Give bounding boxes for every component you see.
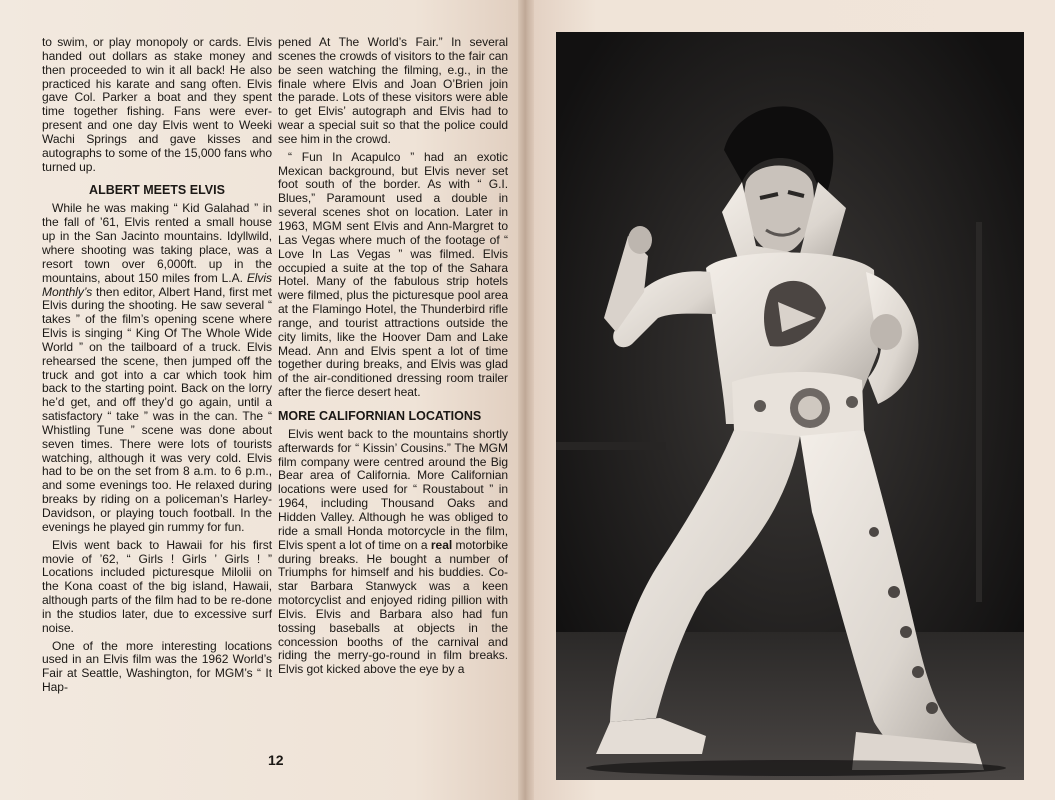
- paragraph: to swim, or play monopoly or cards. Elvis handed out dollars as stake money and then proceeded to win it all back! He also practiced his karate and sang often. Elvis gave Col. Parker a boat and they spent time together fishing. Fans were ever-present and one day Elvis went to Weeki Wachi Springs and gave kisses and autographs to some of the 15,000 fans who turned up.: [42, 36, 272, 174]
- paragraph: [42, 202, 272, 534]
- paragraph-text: then editor, Albert Hand, first met Elvis during the shooting. He saw several “ takes ” of the film’s opening scene where Elvis is singing “ King Of The Whole Wide World ” on the tailboard of a truck. Elvis rehearsed the scene, then jumped off the truck and got into a car which took him back to the starting point. Back on the lorry he’d get, and off they’d go again, until a satisfactory “ take ” was in the can. The “ Whistling Tune ” scene was done about seven times. There were lots of tourists watching, although it was very cold. Elvis had to be on the set from 8 a.m. to 6 p.m., and some evenings too. He relaxed during breaks by riding on a policeman’s Harley-Davidson, or playing touch football. In the evenings he played gin rummy for fun.: [42, 284, 272, 534]
- paragraph: One of the more interesting locations used in an Elvis film was the 1962 World’s Fair at Seattle, Washington, for MGM’s “ It Hap-: [42, 638, 272, 695]
- paragraph-text: motorbike during breaks. He bought a number of Triumphs for himself and his buddies. Co-star Barbara Stanwyck was a keen motorcyclist and enjoyed riding pillion with Elvis. Elvis and Barbara also had fun tossing baseballs at objects in the concession booths of the carnival and riding the merry-go-round in film breaks. Elvis got kicked above the eye by a: [278, 537, 508, 677]
- text-column-1: [42, 36, 272, 750]
- paragraph: Elvis went back to Hawaii for his first movie of ’62, “ Girls ! Girls ’ Girls ! ” Locations included picturesque Milolii on the Kona coast of the big island, Hawaii, although parts of the film had to be re-done in the studios later, due to excessive surf noise.: [42, 537, 272, 635]
- section-heading: ALBERT MEETS ELVIS: [89, 183, 225, 198]
- paragraph: “ Fun In Acapulco ” had an exotic Mexican background, but Elvis never set foot south of the border. As with “ G.I. Blues,” Paramount used a double in several scenes shot on location. Later in 1963, MGM sent Elvis and Ann-Margret to Las Vegas where much of the footage of “ Love In Las Vegas ” was filmed. Elvis occupied a suite at the top of the Sahara Hotel. Many of the fabulous strip hotels were filmed, plus the picturesque pool area at the Flamingo Hotel, the Thunderbird rifle range, and tourist attractions outside the city limits, like the Hoover Dam and Lake Mead. Ann and Elvis spent a lot of time together during breaks, and Elvis was glad of the air-conditioned dressing room trailer after the fierce desert heat.: [278, 149, 508, 400]
- section-heading: MORE CALIFORNIAN LOCATIONS: [278, 408, 482, 423]
- right-page: [534, 0, 1055, 800]
- page-number: 12: [268, 752, 284, 768]
- left-page: [0, 0, 518, 800]
- paragraph-text: Elvis went back to the mountains shortly afterwards for “ Kissin’ Cousins.” The MGM film company were centred around the Big Bear area of California. More Californian locations were used for “ Roustabout ” in 1964, including Thousand Oaks and Hidden Valley. Although he was obliged to ride a small Honda motorcycle in the film, Elvis spent a lot of time on a: [278, 426, 508, 552]
- emphasis: real: [430, 537, 453, 552]
- book-gutter: [518, 0, 534, 800]
- performer-illustration: [556, 32, 1024, 780]
- paragraph: pened At The World’s Fair.” In several scenes the crowds of visitors to the fair can be seen watching the filming, e.g., in the finale where Elvis and Joan O’Brien join the parade. Lots of these visitors were able to get Elvis’ autograph and Elvis had to wear a special suit so that the police could see him in the crowd.: [278, 36, 508, 146]
- paragraph: [278, 428, 508, 677]
- elvis-photo: [556, 32, 1024, 780]
- paragraph-text: While he was making “ Kid Galahad ” in the fall of ’61, Elvis rented a small house up in the San Jacinto mountains. Idyllwild, where shooting was taking place, was a resort town over 6,000ft. up in the mountains, about 150 miles from L.A.: [42, 201, 272, 285]
- text-column-2: [278, 36, 508, 750]
- magazine-title: Elvis Monthly’s: [42, 270, 272, 299]
